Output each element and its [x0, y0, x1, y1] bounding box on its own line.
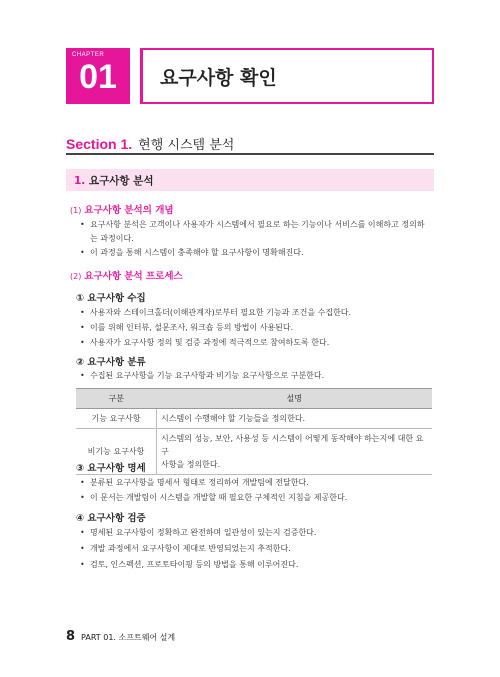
table-row	[76, 409, 432, 429]
process-title: 요구사항 분석 프로세스	[84, 271, 183, 282]
collect-heading: ① 요구사항 수집	[76, 293, 146, 304]
page-footer	[66, 629, 175, 644]
spec-heading: ③ 요구사항 명세	[76, 463, 146, 474]
page-number: 8	[66, 629, 76, 644]
chapter-number: 01	[79, 58, 117, 96]
section-divider	[66, 153, 434, 155]
section-prefix: Section 1.	[66, 136, 133, 152]
verify-heading: ④ 요구사항 검증	[76, 513, 146, 524]
chapter-title: 요구사항 확인	[160, 67, 277, 89]
list-item-continuation: 는 과정이다.	[90, 234, 134, 243]
process-heading	[70, 268, 183, 282]
list-item: • 분류된 요구사항을 명세서 형태로 정리하여 개발팀에 전달한다.	[90, 476, 309, 490]
chapter-title-box	[140, 48, 434, 104]
table-header: 구분	[76, 389, 157, 409]
subsection-number: 1.	[74, 175, 86, 187]
subsection-title: 요구사항 분석	[88, 175, 154, 187]
table-cell: 시스템이 수행해야 할 기능들을 정의한다.	[157, 409, 433, 429]
table-cell	[157, 429, 433, 475]
subsection-bar	[66, 169, 434, 191]
section-heading	[66, 134, 234, 153]
table-cell-line: 사항을 정의한다.	[161, 460, 221, 469]
list-item: • 명세된 요구사항이 정확하고 완전하며 일관성이 있는지 검증한다.	[90, 526, 316, 540]
list-item: • 사용자가 요구사항 정의 및 검증 과정에 적극적으로 참여하도록 한다.	[90, 336, 329, 350]
concept-paren: (1)	[70, 206, 82, 215]
concept-heading	[70, 202, 174, 216]
table-header-row	[76, 389, 432, 409]
list-item: • 개발 과정에서 요구사항이 제대로 반영되었는지 추적한다.	[90, 542, 291, 556]
table-cell: 비기능 요구사항	[76, 429, 157, 475]
list-item: • 검토, 인스펙션, 프로토타이핑 등의 방법을 통해 이루어진다.	[90, 558, 298, 572]
chapter-title-bar	[140, 50, 143, 102]
list-item: • 사용자와 스테이크홀더(이해관계자)로부터 필요한 기능과 조건을 수집한다.	[90, 306, 351, 320]
list-item: • 이 과정을 통해 시스템이 충족해야 할 요구사항이 명확해진다.	[90, 246, 304, 260]
section-title: 현행 시스템 분석	[138, 138, 235, 153]
table-cell: 기능 요구사항	[76, 409, 157, 429]
footer-text: PART 01. 소프트웨어 설계	[81, 633, 176, 642]
chapter-label: CHAPTER	[72, 52, 105, 58]
list-item: • 이 문서는 개발팀이 시스템을 개발할 때 필요한 구체적인 지침을 제공한다.	[90, 491, 347, 505]
list-item: • 이를 위해 인터뷰, 설문조사, 워크숍 등의 방법이 사용된다.	[90, 321, 293, 335]
process-paren: (2)	[70, 272, 82, 281]
list-item: • 수집된 요구사항을 기능 요구사항과 비기능 요구사항으로 구분한다.	[90, 369, 324, 383]
concept-title: 요구사항 분석의 개념	[84, 205, 174, 216]
list-item: • 요구사항 분석은 고객이나 사용자가 시스템에서 필요로 하는 기능이나 서비스를 이해하고 정의하	[90, 218, 425, 232]
table-header: 설명	[157, 389, 433, 409]
chapter-badge	[66, 48, 130, 104]
table-cell-line: 시스템의 성능, 보안, 사용성 등 시스템이 어떻게 동작해야 하는지에 대한 요구	[161, 434, 424, 456]
classify-heading: ② 요구사항 분류	[76, 357, 146, 368]
